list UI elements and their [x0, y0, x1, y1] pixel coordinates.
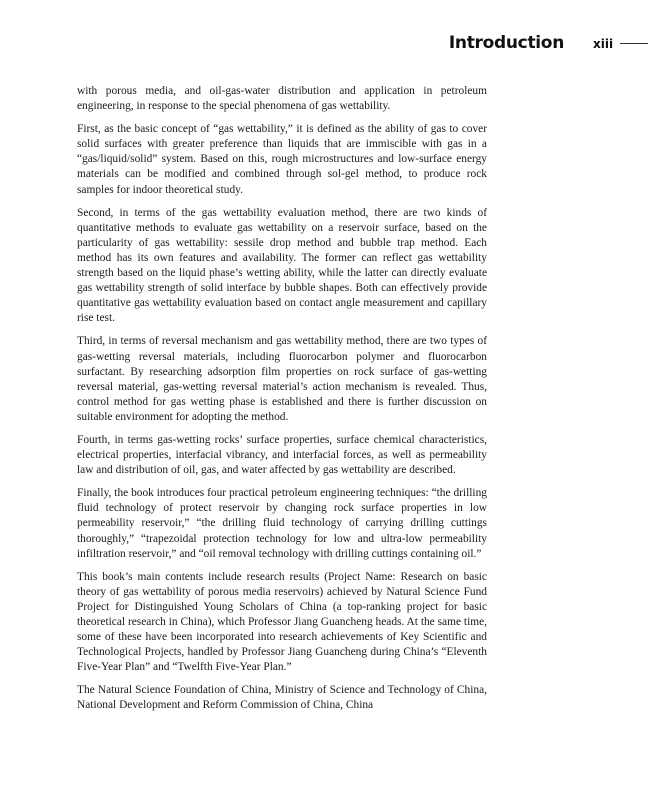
body-text — [77, 84, 487, 722]
paragraph-continuation: with porous media, and oil-gas-water distribution and application in petroleum engineering, in response to the special phenomena of gas wettability. — [77, 85, 487, 113]
paragraph-second: Second, in terms of the gas wettability evaluation method, there are two kinds of quantitative methods to evaluate gas wettability on a reservoir surface, based on the particularity of gas wettability: sessile drop method and bubble trap method. Each method has its own features and availability. The former can reflect gas wettability strength based on the liquid phase’s wetting ability, while the latter can directly evaluate gas wettability strength of solid interface by bubble shapes. Both can effectively provide quantitative gas wettability evaluation based on contact angle measurement and capillary rise test. — [77, 206, 487, 325]
paragraph-first: First, as the basic concept of “gas wettability,” it is defined as the ability of gas to cover solid surfaces with greater preference than liquids that are immiscible with gas in a “gas/liquid/solid” system. Based on this, rough microstructures and low-surface energy materials can be modified and combined through sol-gel method, to produce rock samples for indoor theoretical study. — [77, 123, 487, 196]
header-rule — [620, 43, 648, 44]
paragraph-main-contents: This book’s main contents include research results (Project Name: Research on basic theory of gas wettability of porous media reservoirs) achieved by Natural Science Fund Project for Distinguished Young Scholars of China (a top-ranking project for basic theoretical research in China), which Professor Jiang Guancheng heads. At the same time, some of these have been incorporated into research achievements of Key Scientific and Technological Projects, handled by Professor Jiang Guancheng during China’s “Eleventh Five-Year Plan” and “Twelfth Five-Year Plan.” — [77, 570, 487, 674]
paragraph-fourth: Fourth, in terms gas-wetting rocks’ surface properties, surface chemical characteristics, electrical properties, interfacial vibrancy, and interfacial forces, as well as permeability law and distribution of oil, gas, and water affected by gas wettability are described. — [77, 433, 487, 477]
paragraph-third: Third, in terms of reversal mechanism and gas wettability method, there are two types of gas-wetting reversal materials, including fluorocarbon polymer and fluorocarbon surfactant. By researching adsorption film properties on rock surface of gas-wetting reversal material, gas-wetting reversal material’s action mechanism is revealed. Thus, control method for gas wetting phase is established and there is further discussion on suitable environment for adopting the method. — [77, 335, 487, 423]
paragraph-acknowledgement: The Natural Science Foundation of China, Ministry of Science and Technology of China, National Development and Reform Commission of China, China — [77, 684, 487, 712]
running-header — [0, 32, 648, 54]
page-number: xiii — [593, 37, 614, 51]
paragraph-finally: Finally, the book introduces four practical petroleum engineering techniques: “the drilling fluid technology of protect reservoir by changing rock surface properties in low permeability reservoir,” “the drilling fluid technology of carrying drilling cuttings thoroughly,” “trapezoidal protection technology for low and ultra-low permeability infiltration reservoir,” and “oil removal technology with drilling cuttings containing oil.” — [77, 487, 487, 560]
section-title: Introduction — [448, 33, 564, 53]
